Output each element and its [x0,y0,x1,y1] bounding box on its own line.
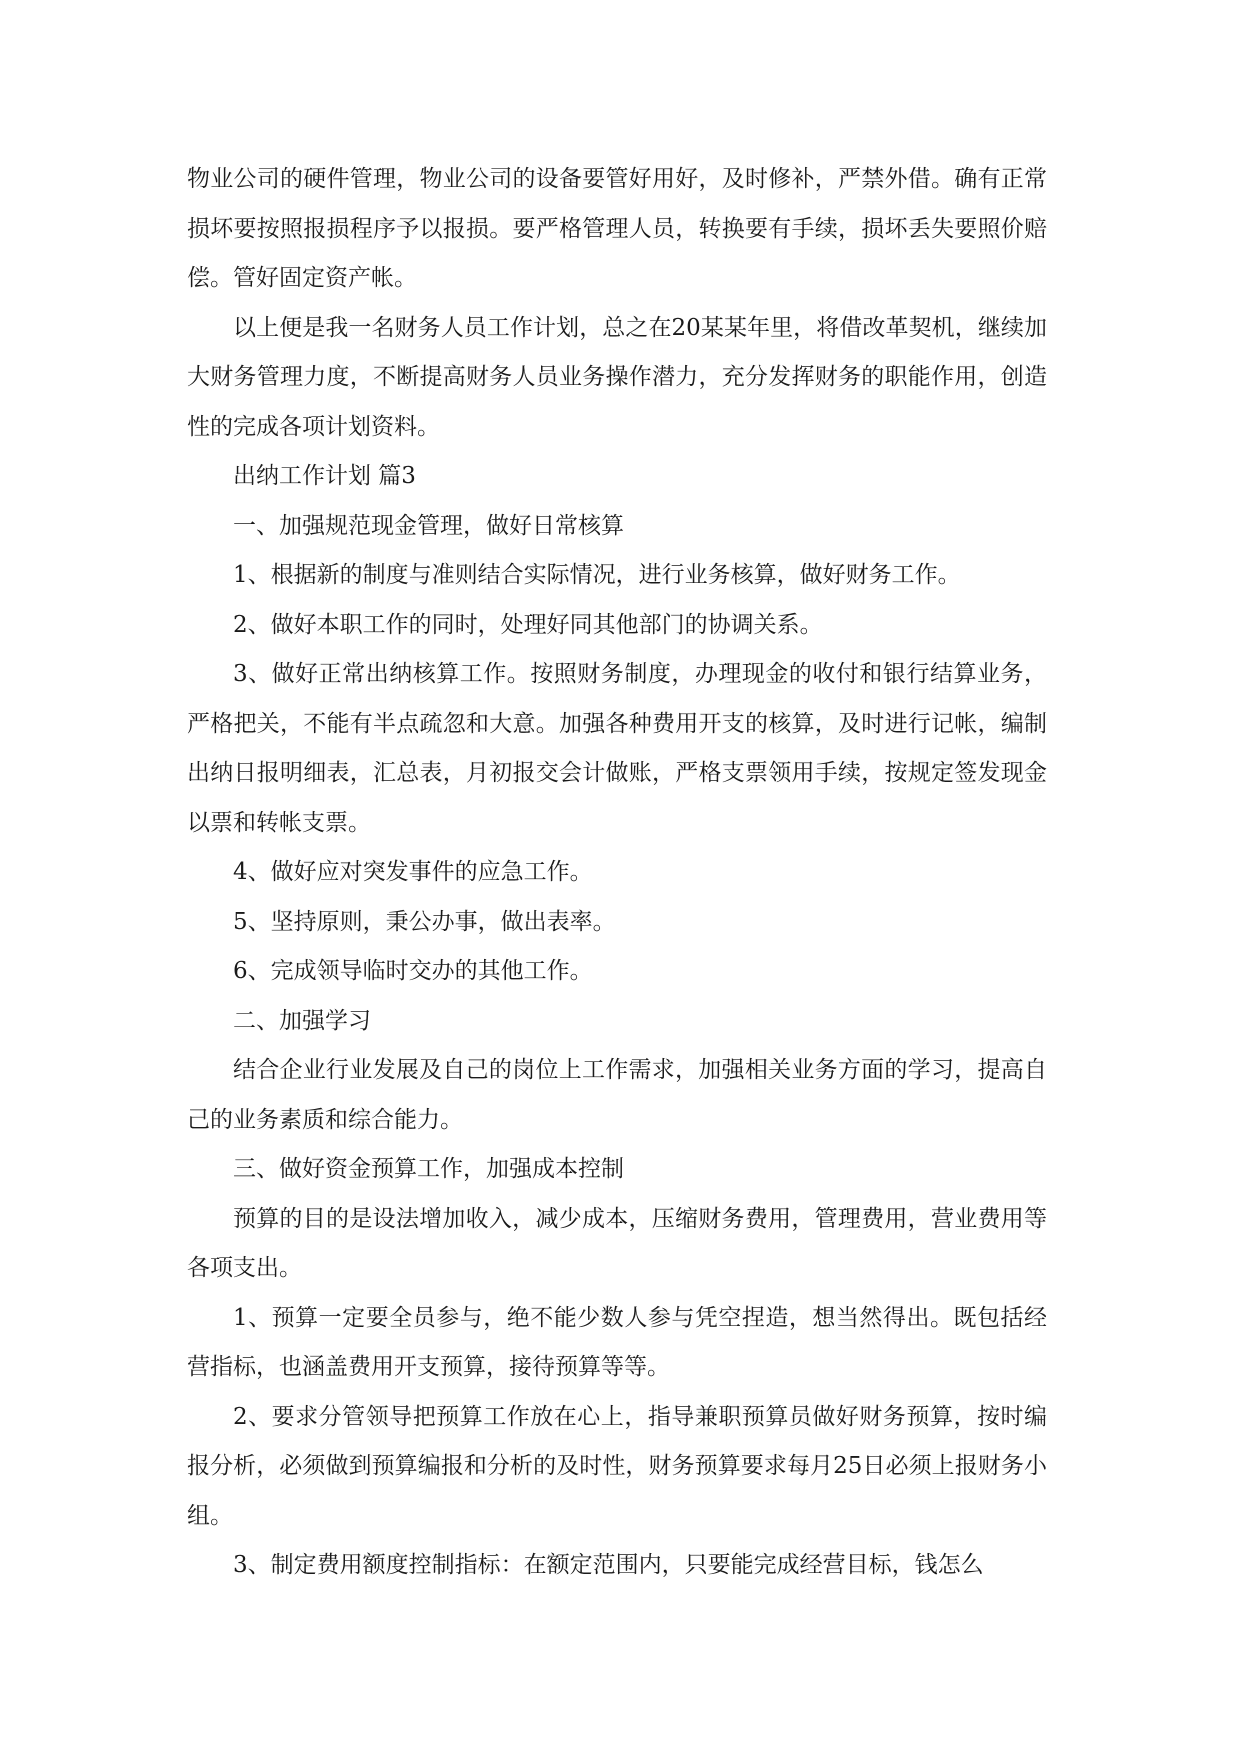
heading-budget-control: 三、做好资金预算工作，加强成本控制 [233,1156,624,1182]
heading-cash-management: 一、加强规范现金管理，做好日常核算 [233,512,624,539]
paragraph-budget-purpose: 预算的目的是设法增加收入，减少成本，压缩财务费用，管理费用，营业费用等各项支出。 [187,1205,1047,1281]
section-title-cashier-plan: 出纳工作计划 篇3 [233,463,416,489]
document-body [187,155,1047,1591]
list-item-2: 2、做好本职工作的同时，处理好同其他部门的协调关系。 [233,611,823,638]
list-item-4: 4、做好应对突发事件的应急工作。 [233,859,593,885]
paragraph-work-plan-summary: 以上便是我一名财务人员工作计划，总之在20某某年里，将借改革契机，继续加大财务管理力度，不断提高财务人员业务操作潜力，充分发挥财务的职能作用，创造性的完成各项计划资料。 [187,314,1047,440]
list-item-1: 1、根据新的制度与准则结合实际情况，进行业务核算，做好财务工作。 [233,562,961,588]
list-item-6: 6、完成领导临时交办的其他工作。 [233,958,593,984]
budget-item-2: 2、要求分管领导把预算工作放在心上，指导兼职预算员做好财务预算，按时编报分析，必须做到预算编报和分析的及时性，财务预算要求每月25日必须上报财务小组。 [187,1403,1047,1529]
budget-item-3: 3、制定费用额度控制指标：在额定范围内，只要能完成经营目标，钱怎么 [233,1552,984,1578]
list-item-3: 3、做好正常出纳核算工作。按照财务制度，办理现金的收付和银行结算业务，严格把关，不能有半点疏忽和大意。加强各种费用开支的核算，及时进行记帐，编制出纳日报明细表，汇总表，月初报交会计做账，严格支票领用手续，按规定签发现金以票和转帐支票。 [187,661,1047,836]
paragraph-learning: 结合企业行业发展及自己的岗位上工作需求，加强相关业务方面的学习，提高自己的业务素质和综合能力。 [187,1057,1047,1133]
budget-item-1: 1、预算一定要全员参与，绝不能少数人参与凭空捏造，想当然得出。既包括经营指标，也涵盖费用开支预算，接待预算等等。 [187,1304,1047,1380]
paragraph-hardware-management: 物业公司的硬件管理，物业公司的设备要管好用好，及时修补，严禁外借。确有正常损坏要按照报损程序予以报损。要严格管理人员，转换要有手续，损坏丢失要照价赔偿。管好固定资产帐。 [187,166,1047,291]
heading-strengthen-learning: 二、加强学习 [233,1007,371,1034]
list-item-5: 5、坚持原则，秉公办事，做出表率。 [233,908,616,935]
